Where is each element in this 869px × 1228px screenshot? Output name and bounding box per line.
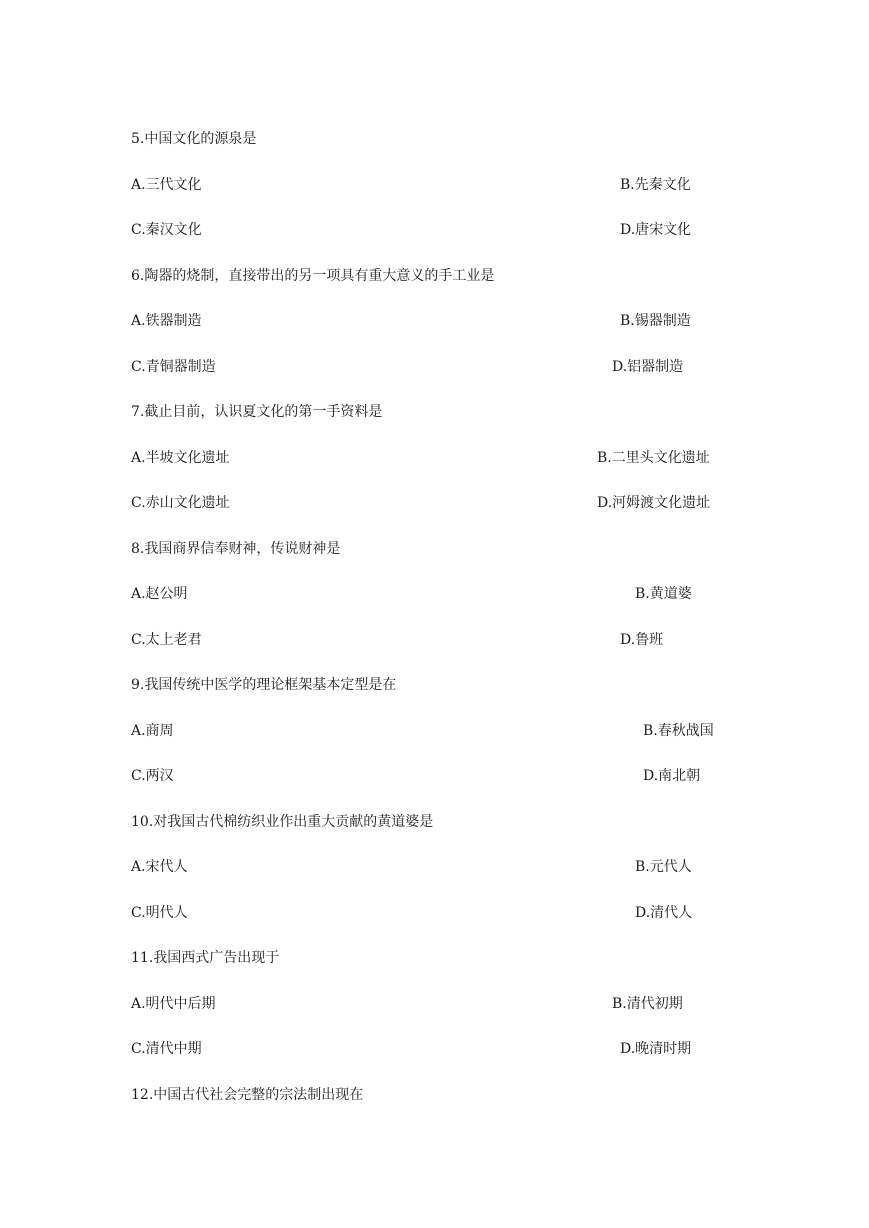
- question-9-option-d: D.南北朝: [643, 768, 701, 784]
- question-7-option-b: B.二里头文化遗址: [597, 450, 710, 466]
- question-5-stem: 5.中国文化的源泉是: [131, 131, 257, 147]
- question-6-stem: 6.陶器的烧制，直接带出的另一项具有重大意义的手工业是: [131, 268, 495, 284]
- question-7-stem: 7.截止目前，认识夏文化的第一手资料是: [131, 404, 383, 420]
- question-8-option-c: C.太上老君: [131, 632, 202, 648]
- question-11-option-a: A.明代中后期: [131, 996, 216, 1012]
- question-6-option-b: B.锡器制造: [620, 313, 691, 329]
- question-7-option-d: D.河姆渡文化遗址: [597, 495, 711, 511]
- question-10-option-c: C.明代人: [131, 905, 188, 921]
- question-12-stem: 12.中国古代社会完整的宗法制出现在: [131, 1087, 364, 1103]
- question-7-option-c: C.赤山文化遗址: [131, 495, 230, 511]
- question-5-option-c: C.秦汉文化: [131, 222, 202, 238]
- question-9-option-c: C.两汉: [131, 768, 174, 784]
- question-8-option-a: A.赵公明: [131, 586, 188, 602]
- question-10-stem: 10.对我国古代棉纺织业作出重大贡献的黄道婆是: [131, 814, 434, 830]
- question-8-option-d: D.鲁班: [620, 632, 664, 648]
- question-6-option-c: C.青铜器制造: [131, 359, 216, 375]
- question-5-option-d: D.唐宋文化: [620, 222, 692, 238]
- question-6-option-d: D.铝器制造: [612, 359, 684, 375]
- question-9-option-a: A.商周: [131, 723, 174, 739]
- question-9-option-b: B.春秋战国: [643, 723, 714, 739]
- question-10-option-d: D.清代人: [635, 905, 693, 921]
- question-11-option-c: C.清代中期: [131, 1041, 202, 1057]
- question-10-option-a: A.宋代人: [131, 859, 188, 875]
- question-8-option-b: B.黄道婆: [635, 586, 692, 602]
- question-5-option-b: B.先秦文化: [620, 177, 691, 193]
- question-11-option-d: D.晚清时期: [620, 1041, 692, 1057]
- question-10-option-b: B.元代人: [635, 859, 692, 875]
- question-11-stem: 11.我国西式广告出现于: [131, 950, 280, 966]
- question-8-stem: 8.我国商界信奉财神，传说财神是: [131, 541, 341, 557]
- question-6-option-a: A.铁器制造: [131, 313, 202, 329]
- question-11-option-b: B.清代初期: [612, 996, 683, 1012]
- question-7-option-a: A.半坡文化遗址: [131, 450, 230, 466]
- question-9-stem: 9.我国传统中医学的理论框架基本定型是在: [131, 677, 397, 693]
- question-5-option-a: A.三代文化: [131, 177, 202, 193]
